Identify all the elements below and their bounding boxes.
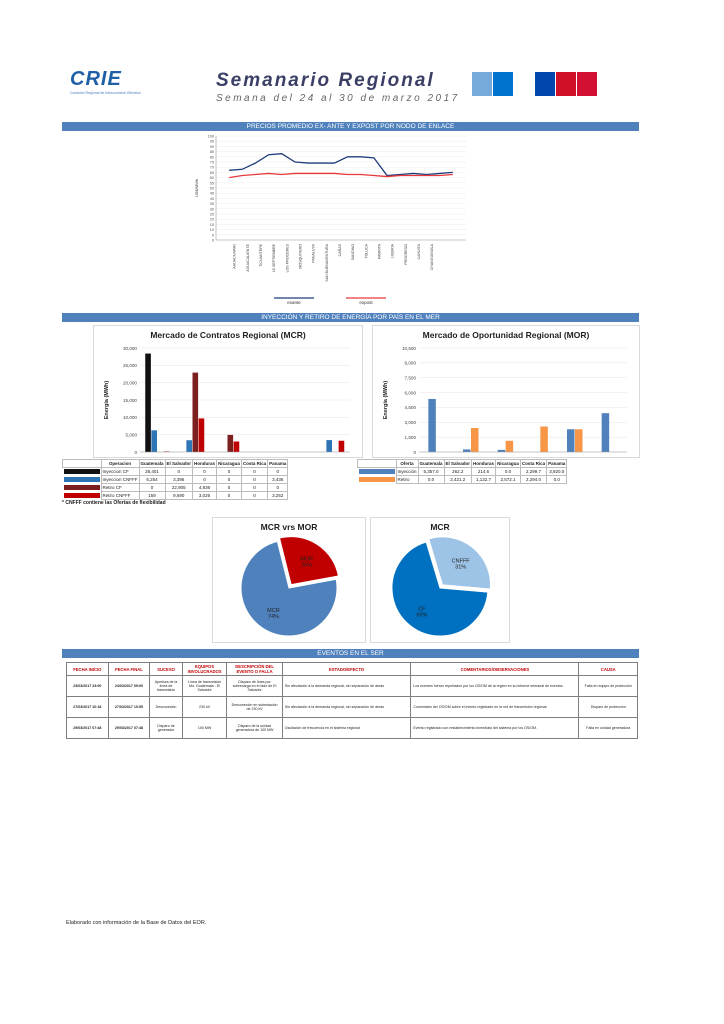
bar-guatemala: [428, 399, 436, 452]
event-cell: Falla en unidad generadora: [579, 718, 638, 739]
event-cell: Disparo de la unidad generadora de 100 MW: [227, 718, 282, 739]
legend-swatch: [64, 493, 100, 498]
legend-label-exante: exante: [287, 300, 301, 305]
table-cell: 2,299.7: [520, 468, 546, 476]
event-cell: 100 MW: [182, 718, 227, 739]
table-cell: 4,936: [193, 484, 217, 492]
event-cell: Apertura de la línea de transmisión: [150, 676, 183, 697]
y-tick-label: 100: [207, 134, 214, 139]
table-row: [63, 492, 288, 500]
pie-pct: 69%: [416, 612, 428, 619]
bar-honduras: [234, 442, 240, 452]
event-cell: Comentario del OS/OM sobre el evento registrado en la red de transmisión regional.: [411, 697, 579, 718]
table-header: Panama: [269, 461, 287, 466]
bar-el-salvador: [463, 449, 471, 452]
table-header: Honduras: [194, 461, 216, 466]
event-cell: 23/03/2017 23:00: [67, 676, 109, 697]
y-tick-label: 15: [209, 222, 214, 227]
y-tick-label: 25: [209, 212, 214, 217]
pie-pct: 31%: [455, 564, 467, 571]
table-cell: 0: [217, 468, 242, 476]
events-column-header: DESCRIPCIÓN DEL EVENTO O FALLA: [227, 663, 282, 676]
bar-guatemala: [145, 354, 151, 452]
bar-el-salvador: [186, 440, 192, 452]
y-tick-label: 30: [209, 207, 214, 212]
table-cell: 3,252: [268, 492, 288, 500]
legend-swatch: [64, 469, 100, 474]
table-cell: 22,905: [165, 484, 193, 492]
table-cell: 0.0: [418, 476, 444, 484]
y-tick-label: 9,000: [404, 360, 416, 366]
x-tick-label: CAHUITA: [416, 244, 421, 260]
event-cell: Sin afectación a la demanda regional, sin separación de áreas: [282, 676, 411, 697]
logo-subtext: Comisión Regional de Interconexión Eléctrica: [70, 91, 141, 95]
y-tick-label: 0: [211, 238, 214, 243]
table-cell: 3,026: [193, 492, 217, 500]
legend-swatch: [64, 485, 100, 490]
bar-honduras: [228, 435, 234, 452]
table-header: Panama: [548, 461, 566, 466]
table-row: [358, 476, 567, 484]
row-label: Inyección: [397, 469, 417, 474]
pie-title: MCR: [430, 522, 450, 532]
footer-note: Elaborado con información de la Base de Datos del EOR.: [66, 920, 207, 926]
x-tick-label: MOSQUITERO: [298, 244, 303, 269]
pie-label: MOR: [300, 556, 314, 563]
table-header: El Salvador: [166, 461, 192, 466]
mor-table: [357, 459, 567, 484]
row-label: Retiro CNFFF: [101, 492, 139, 500]
table-cell: 2,572.1: [496, 476, 521, 484]
bar-el-salvador: [199, 418, 205, 452]
table-cell: 0: [268, 484, 288, 492]
bar-nicaragua: [540, 427, 548, 452]
table-header: Guatemala: [419, 461, 443, 466]
flag-stripe: [514, 72, 534, 96]
y-tick-label: 75: [209, 160, 214, 165]
x-tick-label: AGUACALIENTE: [245, 244, 250, 272]
events-column-header: CAUSA: [579, 663, 638, 676]
legend-label-expost: expost: [359, 300, 373, 305]
table-cell: 0.0: [496, 468, 521, 476]
y-tick-label: 90: [209, 144, 214, 149]
table-cell: 5,357.0: [418, 468, 444, 476]
table-header: Nicaragua: [497, 461, 519, 466]
table-header: Costa Rica: [521, 461, 546, 466]
table-cell: 3,920.0: [547, 468, 567, 476]
x-tick-label: PANALUYA: [311, 244, 316, 263]
table-cell: 1,132.7: [472, 476, 496, 484]
table-cell: 0: [217, 484, 242, 492]
table-cell: 2,294.0: [520, 476, 546, 484]
y-tick-label: 15,000: [122, 397, 137, 403]
mor-chart-panel: [372, 325, 640, 458]
flag-stripe: [577, 72, 597, 96]
section-events-heading: EVENTOS EN EL SER: [62, 649, 639, 658]
y-tick-label: 65: [209, 170, 214, 175]
mor-table-wrap: [357, 459, 567, 484]
x-tick-label: TICUANTEPE: [259, 244, 264, 267]
table-cell: 0: [193, 476, 217, 484]
country-flags: [472, 72, 618, 96]
events-column-header: FECHA FINAL: [108, 663, 150, 676]
pie-mcr-mor-panel: [212, 517, 366, 643]
events-column-header: SUCESO: [150, 663, 183, 676]
bar-el-salvador: [471, 428, 479, 452]
x-tick-label: PARRITA: [377, 244, 382, 260]
events-column-header: ESTADO/EFECTO: [282, 663, 411, 676]
y-tick-label: 6,000: [404, 390, 416, 396]
section-prices-heading: PRECIOS PROMEDIO EX- ANTE Y EXPOST POR NODO DE ENLACE: [62, 122, 639, 131]
mcr-table: [62, 459, 288, 500]
table-cell: 3,396: [165, 476, 193, 484]
table-header: Oferta: [396, 460, 418, 468]
y-axis-label: Energía (MWh): [383, 380, 389, 420]
table-cell: 0: [193, 468, 217, 476]
table-header: Guatemala: [140, 461, 164, 466]
table-cell: 0: [165, 468, 193, 476]
y-tick-label: 60: [209, 176, 214, 181]
table-cell: 159: [139, 492, 165, 500]
x-tick-label: LOS PROCERES: [285, 244, 290, 273]
table-cell: 3,436: [268, 476, 288, 484]
event-cell: Disparo de generador: [150, 718, 183, 739]
table-cell: 6,254: [139, 476, 165, 484]
table-cell: 0: [241, 468, 267, 476]
table-cell: 0.0: [547, 476, 567, 484]
y-tick-label: 0: [413, 449, 416, 455]
event-cell: 27/03/2017 10:18: [67, 697, 109, 718]
event-row: [67, 676, 638, 697]
flag-stripe: [556, 72, 576, 96]
price-line-chart-panel: [190, 132, 470, 312]
event-cell: Falla en equipo de protección: [579, 676, 638, 697]
pie-label: CF: [418, 606, 426, 613]
table-cell: 0: [241, 476, 267, 484]
legend-swatch: [359, 477, 395, 482]
y-tick-label: 7,500: [404, 375, 416, 381]
pie-mcr-panel: [370, 517, 510, 643]
y-tick-label: 45: [209, 191, 214, 196]
y-tick-label: 20,000: [122, 380, 137, 386]
y-tick-label: 10: [209, 228, 214, 233]
event-cell: Desconexión: [150, 697, 183, 718]
y-tick-label: 80: [209, 155, 214, 160]
mor-bar-chart: [373, 326, 639, 457]
y-tick-label: 35: [209, 202, 214, 207]
legend-swatch: [359, 469, 395, 474]
x-tick-label: TOLUCA: [364, 244, 369, 259]
bar-panama: [602, 413, 610, 452]
x-tick-label: AHUACHAPAN: [232, 244, 237, 269]
flag-stripe: [472, 72, 492, 96]
table-header: Costa Rica: [242, 461, 267, 466]
event-cell: Los eventos fueron reportados por los OS/OM de la región en su informe semanal de eventos.: [411, 676, 579, 697]
event-cell: Desconexión en subestación de 230 kV: [227, 697, 282, 718]
x-tick-label: PROGRESO: [403, 244, 408, 265]
pie-pct: 26%: [301, 562, 313, 569]
bar-costa-rica: [567, 429, 575, 452]
x-tick-label: SAN BUENAVENTURA: [324, 244, 329, 282]
y-tick-label: 10,500: [401, 345, 416, 351]
table-row: [63, 468, 288, 476]
bar-honduras: [498, 450, 506, 452]
page-title: Semanario Regional: [216, 70, 435, 91]
pie-mcr-vs-mor: [213, 518, 365, 642]
event-cell: Sin afectación a la demanda regional, sin separación de áreas: [282, 697, 411, 718]
y-tick-label: 1,500: [404, 434, 416, 440]
cnfff-note: * CNFFF contiene las Ofertas de flexibilidad: [62, 500, 166, 506]
mcr-chart-panel: [93, 325, 363, 458]
flag-stripe: [598, 72, 618, 96]
event-row: [67, 697, 638, 718]
y-tick-label: 50: [209, 186, 214, 191]
x-tick-label: 15 SEPTIEMBRE: [272, 244, 277, 273]
y-axis-label: Energía (MWh): [104, 380, 110, 420]
table-header: El Salvador: [445, 461, 471, 466]
bar-panama: [326, 440, 332, 452]
y-tick-label: 10,000: [122, 415, 137, 421]
y-tick-label: 85: [209, 150, 214, 155]
table-header: Nicaragua: [218, 461, 240, 466]
y-tick-label: 55: [209, 181, 214, 186]
y-tick-label: 70: [209, 165, 214, 170]
y-tick-label: 25,000: [122, 363, 137, 369]
mcr-table-wrap: [62, 459, 288, 506]
event-cell: Línea de transmisión Mo. Guatemala - El Salvador: [182, 676, 227, 697]
mcr-bar-chart: [94, 326, 362, 457]
events-column-header: FECHA INICIO: [67, 663, 109, 676]
bar-honduras: [506, 441, 514, 452]
table-cell: 0: [217, 476, 242, 484]
flag-stripe: [493, 72, 513, 96]
event-cell: Evento registrado con restablecimiento inmediato del sistema por los OS/OM.: [411, 718, 579, 739]
flag-stripe: [535, 72, 555, 96]
chart-title: Mercado de Contratos Regional (MCR): [150, 330, 306, 340]
event-cell: Disparo de protección: [579, 697, 638, 718]
x-tick-label: CAÑAS: [338, 244, 342, 257]
page-subtitle: Semana del 24 al 30 de marzo 2017: [216, 93, 460, 104]
section-energy-heading: INYECCIÓN Y RETIRO DE ENERGÍA POR PAÍS EN EL MER: [62, 313, 639, 322]
table-cell: 28,401: [139, 468, 165, 476]
y-tick-label: 5,000: [125, 432, 137, 438]
y-tick-label: 30,000: [122, 345, 137, 351]
pie-title: MCR vrs MOR: [260, 522, 318, 532]
bar-panama: [339, 441, 345, 452]
y-tick-label: 95: [209, 139, 214, 144]
event-cell: 27/03/2017 10:55: [108, 697, 150, 718]
y-tick-label: 40: [209, 196, 214, 201]
chart-title: Mercado de Oportunidad Regional (MOR): [422, 330, 590, 340]
table-row: [63, 484, 288, 492]
y-tick-label: 20: [209, 217, 214, 222]
legend-swatch: [64, 477, 100, 482]
bar-costa-rica: [575, 429, 583, 452]
events-table: [66, 662, 638, 739]
table-cell: 0: [268, 468, 288, 476]
event-cell: Disparo de línea por sobrecarga en el lado de El Salvador: [227, 676, 282, 697]
x-tick-label: LIBERIA: [390, 244, 395, 258]
row-label: Retiro CF: [101, 484, 139, 492]
table-cell: 0: [139, 484, 165, 492]
event-cell: 29/03/2017 07:48: [108, 718, 150, 739]
event-cell: 230 kV: [182, 697, 227, 718]
y-axis-label: US$/MWh: [194, 178, 199, 198]
logo-text: CRIE: [70, 68, 122, 90]
table-cell: 2,421.2: [444, 476, 472, 484]
table-cell: 214.6: [472, 468, 496, 476]
bar-el-salvador: [193, 373, 199, 452]
table-cell: 0: [241, 492, 267, 500]
price-line-chart: [190, 132, 470, 312]
y-tick-label: 5: [211, 233, 214, 238]
table-row: [63, 476, 288, 484]
event-cell: 24/03/2017 09:00: [108, 676, 150, 697]
event-cell: 29/03/2017 07:48: [67, 718, 109, 739]
pie-pct: 74%: [267, 614, 279, 621]
events-table-wrap: [66, 662, 638, 739]
pie-label: MCR: [267, 608, 280, 615]
row-label: Inyeccion CF: [101, 468, 139, 476]
table-cell: 0: [241, 484, 267, 492]
table-header: Honduras: [473, 461, 495, 466]
x-tick-label: SANDINO: [351, 244, 356, 261]
pie-mcr: [371, 518, 509, 642]
row-label: Inyeccion CNFFF: [102, 477, 138, 482]
x-tick-label: CHANGUINOLA: [430, 244, 435, 271]
pie-label: CNFFF: [451, 558, 470, 565]
y-tick-label: 4,500: [404, 405, 416, 411]
table-cell: 0: [217, 492, 242, 500]
events-column-header: COMENTARIOS/OBSERVACIONES: [411, 663, 579, 676]
event-row: [67, 718, 638, 739]
table-row: [358, 468, 567, 476]
events-column-header: EQUIPOS INVOLUCRADOS: [182, 663, 227, 676]
row-label: Retiro: [396, 476, 418, 484]
bar-guatemala: [151, 430, 157, 452]
table-cell: 9,690: [165, 492, 193, 500]
crie-logo: [70, 68, 162, 95]
y-tick-label: 3,000: [404, 420, 416, 426]
event-cell: Oscilación de frecuencia en el sistema regional: [282, 718, 411, 739]
table-header: Operacion: [101, 460, 139, 468]
y-tick-label: 0: [134, 449, 137, 455]
table-cell: 262.2: [444, 468, 472, 476]
